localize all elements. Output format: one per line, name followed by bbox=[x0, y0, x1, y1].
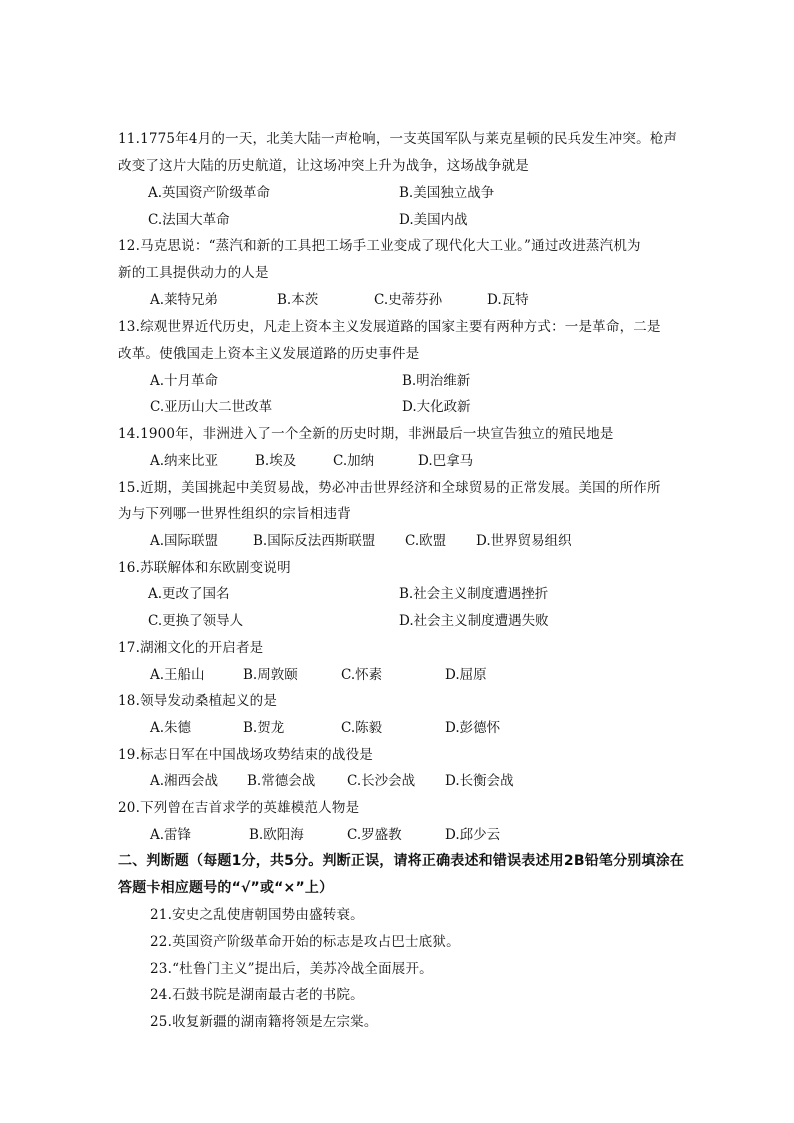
question-18-option-d: D.彭德怀 bbox=[445, 720, 501, 736]
question-16-line-1: 16.苏联解体和东欧剧变说明 bbox=[118, 560, 291, 576]
question-11-option-a: A.英国资产阶级革命 bbox=[148, 185, 271, 201]
question-13-option-c: C.亚历山大二世改革 bbox=[150, 399, 273, 415]
question-15-option-b: B.国际反法西斯联盟 bbox=[253, 533, 376, 549]
question-19-line-1: 19.标志日军在中国战场攻势结束的战役是 bbox=[118, 747, 373, 763]
judgment-item-24: 24.石鼓书院是湖南最古老的书院。 bbox=[150, 987, 364, 1003]
question-14-option-a: A.纳来比亚 bbox=[150, 453, 219, 469]
question-16-option-c: C.更换了领导人 bbox=[148, 613, 244, 629]
question-14-line-1: 14.1900年，非洲进入了一个全新的历史时期，非洲最后一块宣告独立的殖民地是 bbox=[118, 426, 614, 442]
question-13-option-d: D.大化政新 bbox=[402, 399, 471, 415]
question-15-option-d: D.世界贸易组织 bbox=[476, 533, 572, 549]
question-17-option-d: D.屈原 bbox=[445, 667, 487, 683]
question-18-option-b: B.贺龙 bbox=[243, 720, 285, 736]
question-13-line-1: 13.综观世界近代历史，凡走上资本主义发展道路的国家主要有两种方式：一是革命，二是 bbox=[118, 319, 661, 335]
section-2-heading-line-2: 答题卡相应题号的“√”或“×”上） bbox=[118, 880, 334, 896]
question-15-line-1: 15.近期，美国挑起中美贸易战，势必冲击世界经济和全球贸易的正常发展。美国的所作所 bbox=[118, 480, 661, 496]
question-11-line-2: 改变了这片大陆的历史航道，让这场冲突上升为战争，这场战争就是 bbox=[118, 158, 529, 174]
question-11-option-c: C.法国大革命 bbox=[148, 212, 230, 228]
question-19-option-b: B.常德会战 bbox=[247, 773, 316, 789]
question-15-option-c: C.欧盟 bbox=[405, 533, 447, 549]
question-15-option-a: A.国际联盟 bbox=[150, 533, 219, 549]
question-16-option-b: B.社会主义制度遭遇挫折 bbox=[399, 586, 549, 602]
question-18-option-a: A.朱德 bbox=[150, 720, 192, 736]
question-16-option-a: A.更改了国名 bbox=[148, 586, 230, 602]
section-2-heading-line-1: 二、判断题（每题1分，共5分。判断正误，请将正确表述和错误表述用2B铅笔分别填涂在 bbox=[118, 853, 685, 869]
question-16-option-d: D.社会主义制度遭遇失败 bbox=[399, 613, 549, 629]
question-20-option-c: C.罗盛教 bbox=[347, 827, 402, 843]
question-20-option-d: D.邱少云 bbox=[445, 827, 501, 843]
question-11-line-1: 11.1775年4月的一天，北美大陆一声枪响，一支英国军队与莱克星顿的民兵发生冲突。枪声 bbox=[118, 131, 678, 147]
question-20-option-a: A.雷锋 bbox=[150, 827, 192, 843]
question-14-option-c: C.加纳 bbox=[333, 453, 375, 469]
question-17-option-a: A.王船山 bbox=[150, 667, 205, 683]
judgment-item-25: 25.收复新疆的湖南籍将领是左宗棠。 bbox=[150, 1014, 378, 1030]
question-12-line-1: 12.马克思说：“蒸汽和新的工具把工场手工业变成了现代化大工业。”通过改进蒸汽机为 bbox=[118, 238, 641, 254]
question-11-option-d: D.美国内战 bbox=[399, 212, 468, 228]
question-17-option-b: B.周敦颐 bbox=[243, 667, 298, 683]
question-20-option-b: B.欧阳海 bbox=[249, 827, 304, 843]
question-12-line-2: 新的工具提供动力的人是 bbox=[118, 265, 269, 281]
question-19-option-a: A.湘西会战 bbox=[150, 773, 219, 789]
question-18-option-c: C.陈毅 bbox=[341, 720, 383, 736]
question-18-line-1: 18.领导发动桑植起义的是 bbox=[118, 693, 278, 709]
question-13-line-2: 改革。使俄国走上资本主义发展道路的历史事件是 bbox=[118, 346, 420, 362]
question-12-option-a: A.莱特兄弟 bbox=[150, 292, 219, 308]
question-20-line-1: 20.下列曾在吉首求学的英雄模范人物是 bbox=[118, 800, 360, 816]
question-17-option-c: C.怀素 bbox=[341, 667, 383, 683]
question-14-option-d: D.巴拿马 bbox=[418, 453, 474, 469]
question-19-option-c: C.长沙会战 bbox=[347, 773, 416, 789]
question-17-line-1: 17.湖湘文化的开启者是 bbox=[118, 640, 264, 656]
question-12-option-d: D.瓦特 bbox=[487, 292, 529, 308]
question-19-option-d: D.长衡会战 bbox=[445, 773, 514, 789]
judgment-item-21: 21.安史之乱使唐朝国势由盛转衰。 bbox=[150, 907, 364, 923]
judgment-item-23: 23.“杜鲁门主义”提出后，美苏冷战全面展开。 bbox=[150, 961, 433, 977]
question-14-option-b: B.埃及 bbox=[255, 453, 297, 469]
question-12-option-c: C.史蒂芬孙 bbox=[374, 292, 443, 308]
question-13-option-b: B.明治维新 bbox=[402, 373, 471, 389]
question-15-line-2: 为与下列哪一世界性组织的宗旨相违背 bbox=[118, 506, 351, 522]
question-11-option-b: B.美国独立战争 bbox=[399, 185, 495, 201]
question-12-option-b: B.本茨 bbox=[277, 292, 319, 308]
judgment-item-22: 22.英国资产阶级革命开始的标志是攻占巴士底狱。 bbox=[150, 934, 460, 950]
question-13-option-a: A.十月革命 bbox=[150, 373, 219, 389]
